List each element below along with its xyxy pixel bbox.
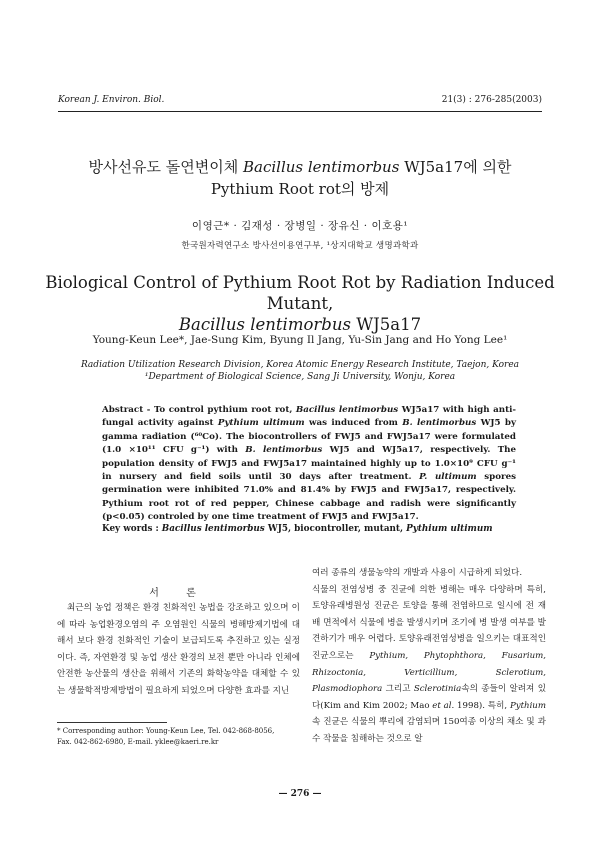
contact-email: Fax. 042-862-6980, E-mail. yklee@kaeri.re.kr [57,738,219,746]
english-title-line2: Bacillus lentimorbus WJ5a17 [178,315,422,334]
english-title [40,272,560,335]
body-column-right [312,565,546,748]
keywords: Key words : Bacillus lentimorbus WJ5, biocontroller, mutant, Pythium ultimum [102,524,493,534]
korean-authors: 이영근* · 김재성 · 장병일 · 장유신 · 이호용¹ [191,220,409,232]
english-authors: Young-Keun Lee*, Jae-Sung Kim, Byung Il Jang, Yu-Sin Jang and Ho Yong Lee¹ [92,334,508,346]
korean-title [60,156,540,200]
footnote-rule [57,722,167,723]
korean-title-line2: Pythium Root rot의 방제 [210,180,390,198]
section-heading-introduction: 서 론 [149,588,208,599]
footnote: * Corresponding author: Young-Keun Lee, Tel. 042-868-8056, Fax. 042-862-6980, E-mail. yklee@kaeri.re.kr [57,726,307,748]
abstract-label: Abstract [102,405,144,415]
english-title-line1: Biological Control of Pythium Root Rot by Radiation Induced Mutant, [45,273,555,313]
korean-affiliation: 한국원자력연구소 방사선이용연구부, ¹상지대학교 생명과학과 [181,241,419,251]
paragraph: 식물의 전염성병 중 진균에 의한 병해는 매우 다양하며 특히, 토양유래병원성 진균은 토양을 통해 전염하므로 일시에 전 재배 면적에서 식물에 병을 발생시키며 조기에 병 발생 여부를 발견하기가 매우 어렵다. 토양유래전염성병을 일으키는 대표적인 진균으로는 Pythium, Phytophthora, Fusarium, Rhizoctonia, Verticillium, Sclerotium, Plasmodiophora 그리고 Sclerotinia속의 종들이 알려져 있다(Kim and Kim 2002; Mao et al. 1998). 특히, Pythium속 진균은 식물의 뿌리에 감염되며 150여종 이상의 채소 및 과수 작물을 침해하는 것으로 알 [312,584,546,744]
korean-title-line1: 방사선유도 돌연변이체 Bacillus lentimorbus WJ5a17에 의한 [88,158,512,176]
english-affiliation: Radiation Utilization Research Division, Korea Atomic Energy Research Institute, Taejon, Korea ¹Department of Biological Science, Sang Ji University, Wonju, Korea [80,360,520,382]
running-header [58,95,542,109]
header-rule [58,111,542,112]
paragraph: 최근의 농업 정책은 환경 친화적인 농법을 강조하고 있으며 이에 따라 농업환경오염의 주 오염원인 식물의 병해방제기법에 대해서 보다 환경 친화적인 기술이 보급되도록 추진하고 있는 실정이다. 즉, 자연환경 및 농업 생산 환경의 보전 뿐만 아니라 인체에 안전한 농산물의 생산을 위해서 기존의 화학농약을 대체할 수 있는 생물학적방제방법이 필요하게 되었으며 다양한 효과를 지닌 [57,603,300,696]
body-column-left [57,600,300,700]
paragraph: 여러 종류의 생물농약의 개발과 사용이 시급하게 되었다. [312,568,523,578]
abstract: Abstract - To control pythium root rot, Bacillus lentimorbus WJ5a17 with high anti-fungal activity against Pythium ultimum was induced from B. lentimorbus WJ5 by gamma radiation (⁶⁰Co). The biocontrollers of FWJ5 and FWJ5a17 were formulated (1.0 ×10¹¹ CFU g⁻¹) with B. lentimorbus WJ5 and WJ5a17, respectively. The population density of FWJ5 and FWJ5a17 maintained highly up to 1.0×10⁹ CFU g⁻¹ in nursery and field soils until 30 days after treatment. P. ultimum spores germination were inhibited 71.0% and 81.4% by FWJ5 and FWJ5a17, respectively. Pythium root rot of red pepper, Chinese cabbage and radish were significantly (p<0.05) controled by one time treatment of FWJ5 and FWJ5a17. [102,405,517,523]
volume-info: 21(3) : 276-285(2003) [441,95,542,105]
page-number: — 276 — [278,789,322,799]
journal-name: Korean J. Environ. Biol. [58,95,165,105]
